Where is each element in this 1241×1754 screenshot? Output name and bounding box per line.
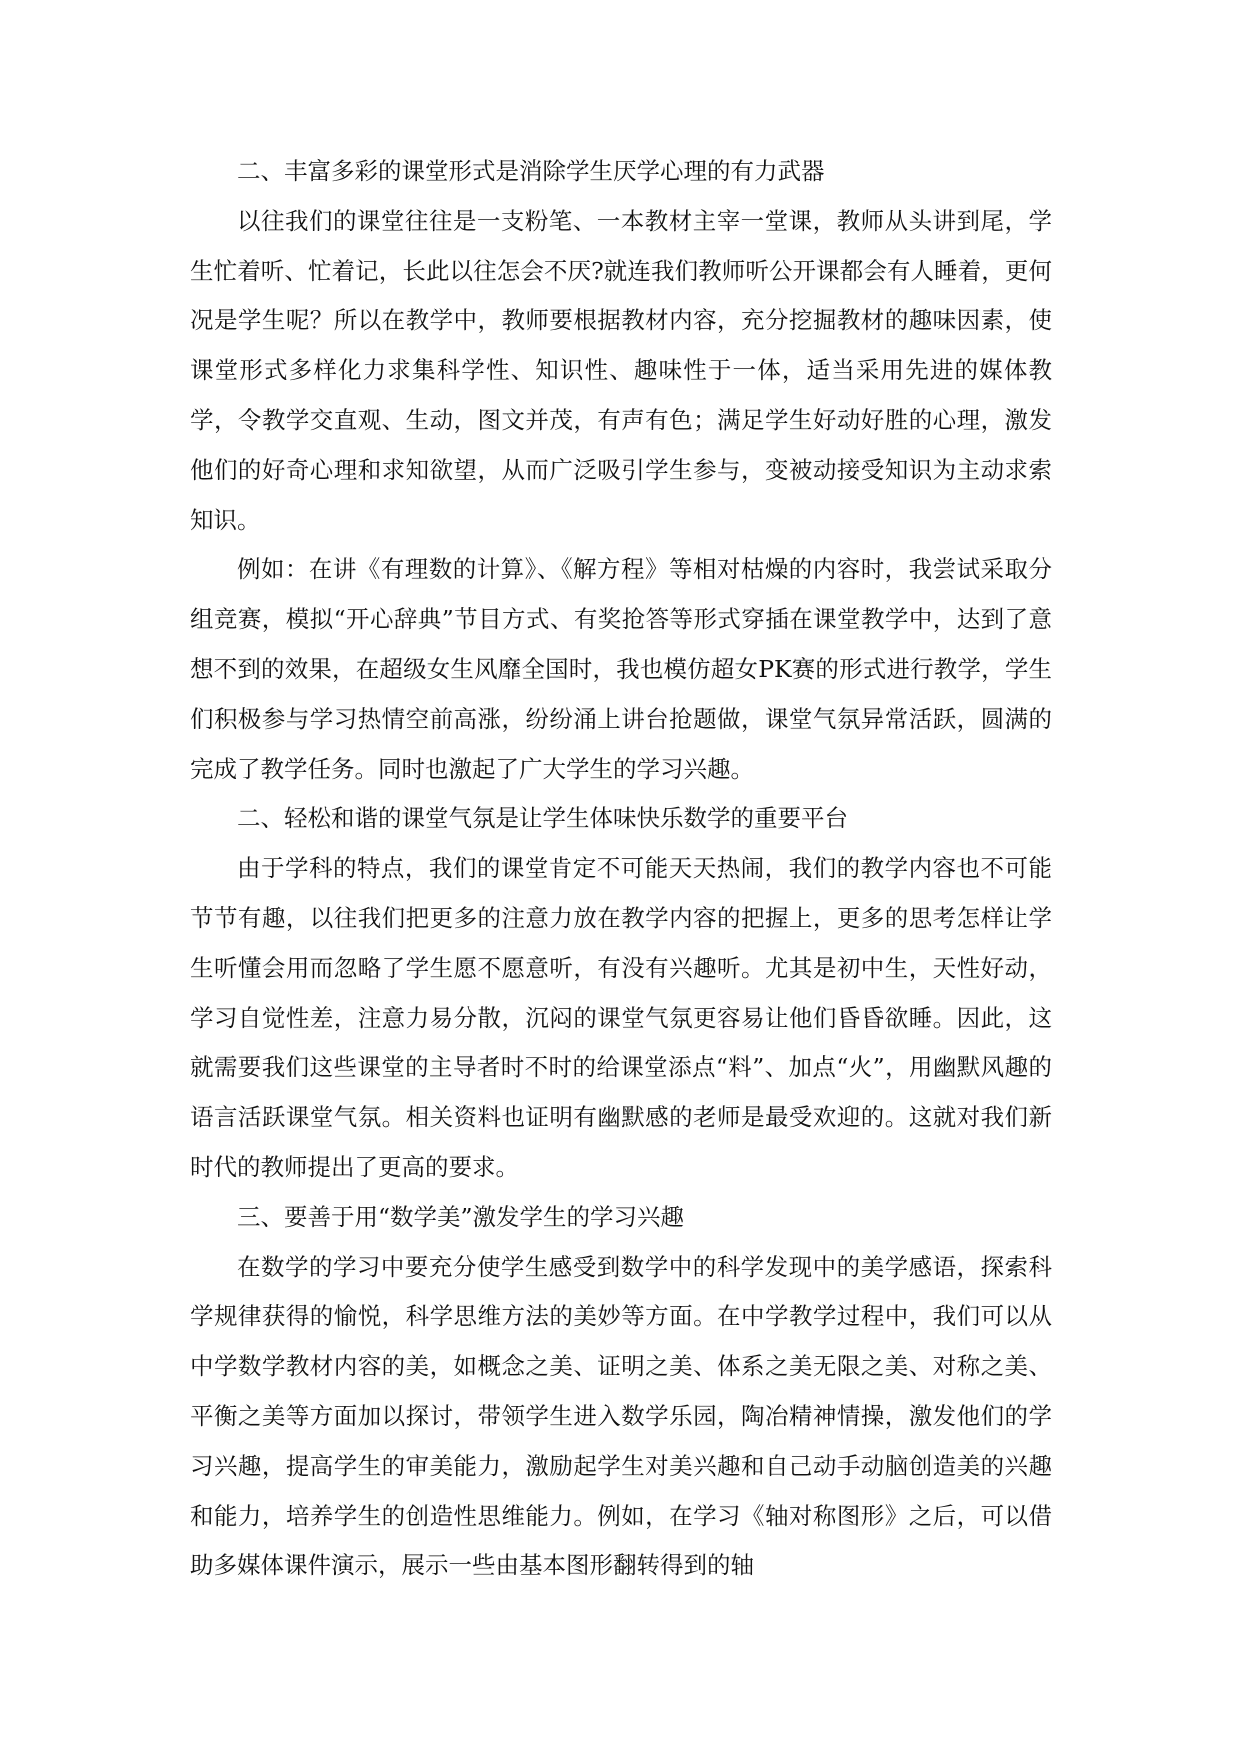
body-paragraph: 在数学的学习中要充分使学生感受到数学中的科学发现中的美学感语，探索科学规律获得的愉悦，科学思维方法的美妙等方面。在中学教学过程中，我们可以从中学数学教材内容的美，如概念之美、证明之美、体系之美无限之美、对称之美、平衡之美等方面加以探讨，带领学生进入数学乐园，陶冶精神情操，激发他们的学习兴趣，提高学生的审美能力，激励起学生对美兴趣和自己动手动脑创造美的兴趣和能力，培养学生的创造性思维能力。例如，在学习《轴对称图形》之后，可以借助多媒体课件演示，展示一些由基本图形翻转得到的轴: [190, 1252, 1052, 1580]
document-body: [190, 147, 1052, 1591]
section-heading: 二、轻松和谐的课堂气氛是让学生体味快乐数学的重要平台: [237, 804, 848, 833]
section-heading: 二、丰富多彩的课堂形式是消除学生厌学心理的有力武器: [237, 157, 825, 185]
body-paragraph: 由于学科的特点，我们的课堂肯定不可能天天热闹，我们的教学内容也不可能节节有趣，以往我们把更多的注意力放在教学内容的把握上，更多的思考怎样让学生听懂会用而忽略了学生愿不愿意听，有没有兴趣听。尤其是初中生，天性好动，学习自觉性差，注意力易分散，沉闷的课堂气氛更容易让他们昏昏欲睡。因此，这就需要我们这些课堂的主导者时不时的给课堂添点“料”、加点“火”，用幽默风趣的语言活跃课堂气氛。相关资料也证明有幽默感的老师是最受欢迎的。这就对我们新时代的教师提出了更高的要求。: [190, 854, 1052, 1181]
body-paragraph: 例如：在讲《有理数的计算》、《解方程》等相对枯燥的内容时，我尝试采取分组竞赛，模拟“开心辞典”节目方式、有奖抢答等形式穿插在课堂教学中，达到了意想不到的效果，在超级女生风靡全国时，我也模仿超女PK赛的形式进行教学，学生们积极参与学习热情空前高涨，纷纷涌上讲台抢题做，课堂气氛异常活跃，圆满的完成了教学任务。同时也激起了广大学生的学习兴趣。: [190, 555, 1052, 783]
body-paragraph: 以往我们的课堂往往是一支粉笔、一本教材主宰一堂课，教师从头讲到尾，学生忙着听、忙着记，长此以往怎会不厌?就连我们教师听公开课都会有人睡着，更何况是学生呢？所以在教学中，教师要根据教材内容，充分挖掘教材的趣味因素，使课堂形式多样化力求集科学性、知识性、趣味性于一体，适当采用先进的媒体教学，令教学交直观、生动，图文并茂，有声有色；满足学生好动好胜的心理，激发他们的好奇心理和求知欲望，从而广泛吸引学生参与，变被动接受知识为主动求索知识。: [190, 206, 1052, 534]
section-heading: 三、要善于用“数学美”激发学生的学习兴趣: [237, 1202, 685, 1231]
